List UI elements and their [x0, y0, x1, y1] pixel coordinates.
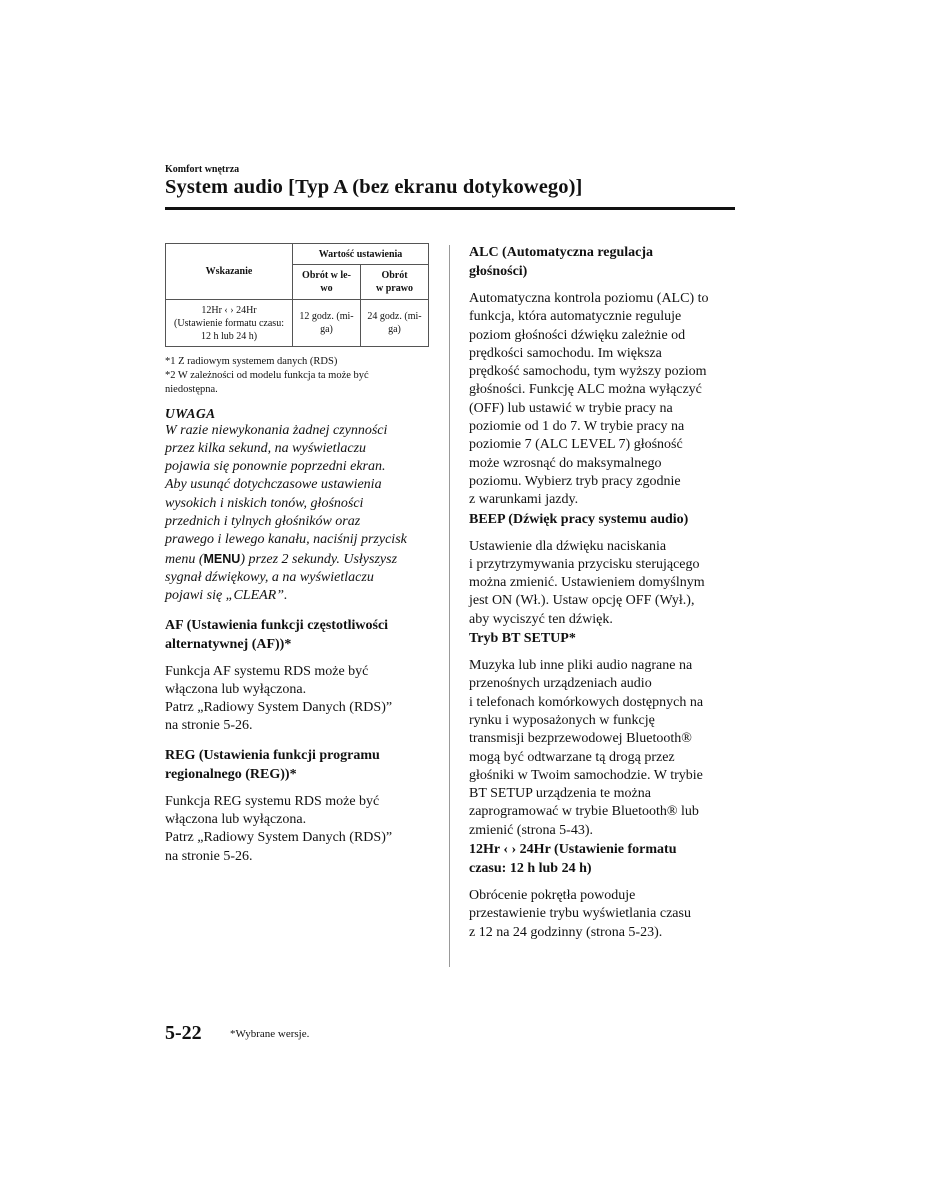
table-cell-indicator: 12Hr ‹ › 24Hr (Ustawienie formatu czasu: 12 h lub 24 h) [166, 300, 293, 347]
footnote: *1 Z radiowym systemem danych (RDS) [165, 356, 338, 367]
section-heading: ALC (Automatyczna regulacja głośności) [469, 245, 654, 279]
section-body: Obrócenie pokrętła powoduje przestawienie trybu wyświetlania czasu z 12 na 24 godzinny (strona 5-23). [469, 888, 691, 940]
table-footnotes [165, 355, 430, 397]
section-body: Funkcja AF systemu RDS może być włączona lub wyłączona. Patrz „Radiowy System Danych (RDS)” na stronie 5-26. [165, 663, 393, 734]
section-heading: Tryb BT SETUP* [469, 631, 576, 647]
section-body: Muzyka lub inne pliki audio nagrane na przenośnych urządzeniach audio i telefonach komórkowych dostępnych na rynku i wyposażonych w funkcję transmisji bezprzewodowej Bluetooth® mogą być odtwarzane tą drogą przez głośniki w Twoim samochodzie. W trybie BT SETUP urządzenia te można zaprogramować w trybie Bluetooth® lub zmienić (strona 5-43). [469, 658, 704, 838]
page-footnote: *Wybrane wersje. [230, 1028, 310, 1040]
section-body: Funkcja REG systemu RDS może być włączona lub wyłączona. Patrz „Radiowy System Danych (RDS)” na stronie 5-26. [165, 793, 393, 864]
section-heading: BEEP (Dźwięk pracy systemu audio) [469, 511, 689, 527]
note-heading: UWAGA [165, 405, 216, 421]
footnote: *2 W zależności od modelu funkcja ta może być [165, 369, 369, 381]
column-divider [449, 245, 450, 967]
menu-key-label: MENU [203, 551, 241, 566]
page-number: 5-22 [165, 1022, 202, 1044]
section-bt-setup [469, 629, 734, 840]
section-reg [165, 746, 430, 866]
section-af [165, 616, 430, 736]
right-column [469, 243, 734, 942]
section-beep [469, 510, 734, 629]
section-heading: AF (Ustawienia funkcji częstotliwości alternatywnej (AF))* [165, 617, 389, 652]
note-body: W razie niewykonania żadnej czynności przez kilka sekund, na wyświetlaczu pojawia się ponownie poprzedni ekran. Aby usunąć dotychczasowe ustawienia wysokich i niskich tonów, głośności przednich i tylnych głośników oraz prawego i lewego kanału, naciśnij przycisk menu (MENU) przez 2 sekundy. Usłyszysz sygnał dźwiękowy, a na wyświetlaczu pojawi się „CLEAR”. [165, 422, 407, 604]
section-time-format [469, 840, 734, 942]
section-body: Automatyczna kontrola poziomu (ALC) to funkcja, która automatycznie reguluje poziom głośności dźwięku zależnie od prędkości samochodu. Im większa prędkość samochodu, tym wyższy poziom głośności. Funkcję ALC można wyłączyć (OFF) lub ustawić w trybie pracy na poziomie od 1 do 7. W trybie pracy na poziomie 7 (ALC LEVEL 7) głośność może wzrosnąć do maksymalnego poziomu. Wybierz tryb pracy zgodnie z warunkami jazdy. [469, 291, 709, 508]
section-alc [469, 243, 734, 510]
table-header-value: Wartość ustawienia [293, 244, 429, 265]
section-heading: 12Hr ‹ › 24Hr (Ustawienie formatu czasu: 12 h lub 24 h) [469, 842, 677, 877]
settings-table [165, 243, 429, 347]
page-title: System audio [Typ A (bez ekranu dotykowego)] [165, 176, 583, 198]
table-cell-right: 24 godz. (mi- ga) [361, 300, 429, 347]
table-header-indicator: Wskazanie [166, 244, 293, 300]
table-header-left-turn: Obrót w le- wo [293, 265, 361, 300]
table-cell-left: 12 godz. (mi- ga) [293, 300, 361, 347]
footnote: niedostępna. [165, 383, 218, 395]
table-header-right-turn: Obrót w prawo [361, 265, 429, 300]
section-label: Komfort wnętrza [165, 164, 240, 175]
section-body: Ustawienie dla dźwięku naciskania i przytrzymywania przycisku sterującego można zmienić. Ustawieniem domyślnym jest ON (Wł.). Ustaw opcję OFF (Wył.), aby wyciszyć ten dźwięk. [469, 538, 705, 627]
section-heading: REG (Ustawienia funkcji programu regionalnego (REG))* [165, 747, 380, 782]
left-column [165, 243, 430, 866]
table-row [166, 300, 429, 347]
title-rule [165, 207, 735, 210]
